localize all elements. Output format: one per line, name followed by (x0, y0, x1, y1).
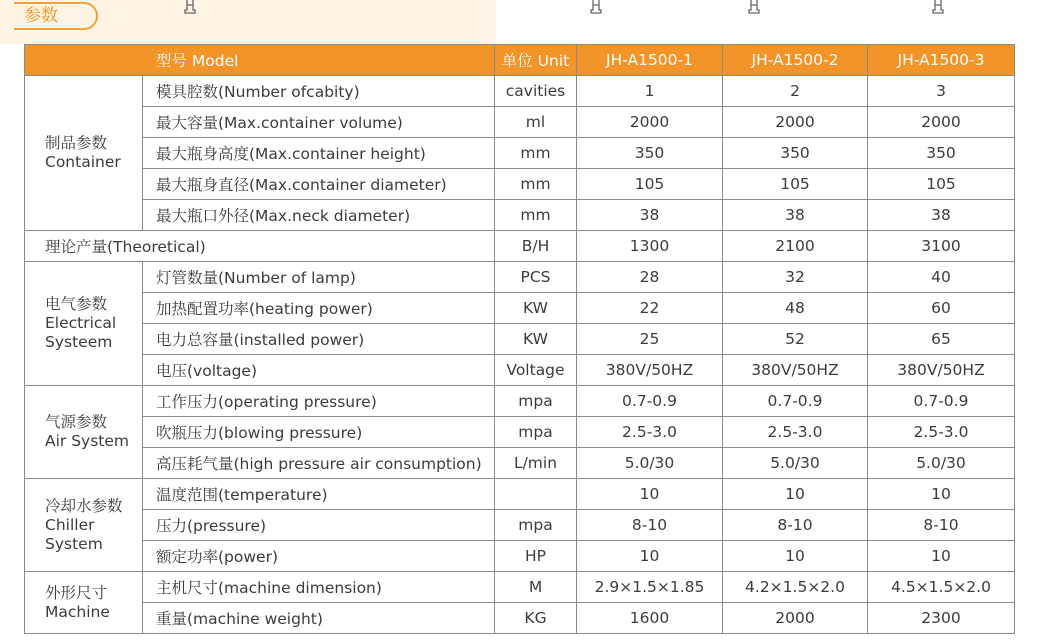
table-row (25, 107, 1015, 138)
param-label: 最大瓶身直径(Max.container diameter) (143, 169, 495, 200)
table-row (25, 324, 1015, 355)
value-cell: 1600 (577, 603, 723, 634)
param-label: 压力(pressure) (143, 510, 495, 541)
value-cell: 10 (868, 479, 1015, 510)
param-label: 额定功率(power) (143, 541, 495, 572)
group-label-cn: 气源参数 (45, 413, 108, 431)
table-row (25, 138, 1015, 169)
table-row (25, 231, 1015, 262)
group-label-cn: 冷却水参数 (45, 496, 123, 515)
params-tab[interactable]: 参数 (14, 2, 98, 30)
header-model-3: JH-A1500-3 (868, 45, 1015, 76)
group-label-cell (25, 262, 143, 386)
param-label: 重量(machine weight) (143, 603, 495, 634)
value-cell: 40 (868, 262, 1015, 293)
value-cell: 5.0/30 (723, 448, 868, 479)
machine-icon (589, 0, 603, 14)
value-cell: 105 (577, 169, 723, 200)
unit-cell: KG (495, 603, 577, 634)
unit-cell: mpa (495, 386, 577, 417)
group-label-cell (25, 572, 143, 634)
param-label: 理论产量(Theoretical) (25, 231, 495, 262)
unit-cell: mpa (495, 417, 577, 448)
param-label: 最大瓶口外径(Max.neck diameter) (143, 200, 495, 231)
value-cell: 105 (868, 169, 1015, 200)
value-cell: 2.5-3.0 (723, 417, 868, 448)
table-row (25, 479, 1015, 510)
group-label-en: Electrical (45, 314, 117, 332)
value-cell: 5.0/30 (577, 448, 723, 479)
unit-cell: PCS (495, 262, 577, 293)
param-label: 加热配置功率(heating power) (143, 293, 495, 324)
group-label-cn: 电气参数 (45, 295, 108, 313)
param-label: 最大容量(Max.container volume) (143, 107, 495, 138)
unit-cell: cavities (495, 76, 577, 107)
value-cell: 38 (868, 200, 1015, 231)
param-label: 高压耗气量(high pressure air consumption) (143, 448, 495, 479)
value-cell: 5.0/30 (868, 448, 1015, 479)
value-cell: 3 (868, 76, 1015, 107)
table-row (25, 355, 1015, 386)
machine-icon (183, 0, 197, 14)
value-cell: 10 (723, 479, 868, 510)
unit-cell: B/H (495, 231, 577, 262)
value-cell: 0.7-0.9 (868, 386, 1015, 417)
group-label-en: Container (45, 153, 121, 171)
param-label: 灯管数量(Number of lamp) (143, 262, 495, 293)
value-cell: 52 (723, 324, 868, 355)
value-cell: 10 (577, 541, 723, 572)
value-cell: 2000 (577, 107, 723, 138)
table-row (25, 76, 1015, 107)
value-cell: 2100 (723, 231, 868, 262)
table-row (25, 448, 1015, 479)
value-cell: 65 (868, 324, 1015, 355)
param-label: 模具腔数(Number ofcabity) (143, 76, 495, 107)
unit-cell: HP (495, 541, 577, 572)
unit-cell (495, 479, 577, 510)
param-label: 工作压力(operating pressure) (143, 386, 495, 417)
group-label-cell (25, 76, 143, 231)
value-cell: 350 (723, 138, 868, 169)
value-cell: 3100 (868, 231, 1015, 262)
group-label-en: Air System (45, 432, 130, 450)
unit-cell: ml (495, 107, 577, 138)
machine-icon (931, 0, 945, 14)
value-cell: 380V/50HZ (868, 355, 1015, 386)
param-label: 最大瓶身高度(Max.container height) (143, 138, 495, 169)
unit-cell: mm (495, 138, 577, 169)
group-label-cell (25, 479, 143, 572)
value-cell: 28 (577, 262, 723, 293)
param-label: 吹瓶压力(blowing pressure) (143, 417, 495, 448)
spec-table (24, 44, 1015, 634)
group-label-en: Systeem (45, 333, 113, 351)
value-cell: 60 (868, 293, 1015, 324)
value-cell: 22 (577, 293, 723, 324)
value-cell: 38 (577, 200, 723, 231)
value-cell: 38 (723, 200, 868, 231)
value-cell: 2000 (868, 107, 1015, 138)
table-row (25, 603, 1015, 634)
group-label-cn: 制品参数 (45, 134, 108, 152)
unit-cell: mpa (495, 510, 577, 541)
value-cell: 2300 (868, 603, 1015, 634)
group-label-en: Machine (45, 602, 110, 621)
value-cell: 380V/50HZ (723, 355, 868, 386)
value-cell: 10 (723, 541, 868, 572)
param-label: 电压(voltage) (143, 355, 495, 386)
table-row (25, 293, 1015, 324)
value-cell: 380V/50HZ (577, 355, 723, 386)
value-cell: 2 (723, 76, 868, 107)
value-cell: 2000 (723, 603, 868, 634)
unit-cell: L/min (495, 448, 577, 479)
value-cell: 4.5×1.5×2.0 (868, 572, 1015, 603)
value-cell: 0.7-0.9 (577, 386, 723, 417)
unit-cell: M (495, 572, 577, 603)
unit-cell: mm (495, 200, 577, 231)
group-label-cell (25, 386, 143, 479)
group-label-en: Chiller (45, 515, 95, 534)
value-cell: 8-10 (577, 510, 723, 541)
group-label-en: System (45, 534, 103, 553)
value-cell: 1 (577, 76, 723, 107)
value-cell: 10 (577, 479, 723, 510)
value-cell: 2.9×1.5×1.85 (577, 572, 723, 603)
table-row (25, 417, 1015, 448)
table-row (25, 541, 1015, 572)
value-cell: 350 (868, 138, 1015, 169)
group-label-cn: 外形尺寸 (45, 583, 108, 602)
value-cell: 2000 (723, 107, 868, 138)
value-cell: 2.5-3.0 (577, 417, 723, 448)
table-row (25, 200, 1015, 231)
param-label: 温度范围(temperature) (143, 479, 495, 510)
value-cell: 8-10 (723, 510, 868, 541)
value-cell: 25 (577, 324, 723, 355)
value-cell: 0.7-0.9 (723, 386, 868, 417)
header-model-1: JH-A1500-1 (577, 45, 723, 76)
value-cell: 4.2×1.5×2.0 (723, 572, 868, 603)
value-cell: 105 (723, 169, 868, 200)
header-model-2: JH-A1500-2 (723, 45, 868, 76)
table-row (25, 510, 1015, 541)
value-cell: 8-10 (868, 510, 1015, 541)
value-cell: 2.5-3.0 (868, 417, 1015, 448)
unit-cell: Voltage (495, 355, 577, 386)
value-cell: 350 (577, 138, 723, 169)
value-cell: 48 (723, 293, 868, 324)
value-cell: 1300 (577, 231, 723, 262)
machine-icon (747, 0, 761, 14)
unit-cell: mm (495, 169, 577, 200)
table-row (25, 572, 1015, 603)
header-model: 型号 Model (25, 45, 495, 76)
unit-cell: KW (495, 324, 577, 355)
param-label: 电力总容量(installed power) (143, 324, 495, 355)
param-label: 主机尺寸(machine dimension) (143, 572, 495, 603)
unit-cell: KW (495, 293, 577, 324)
value-cell: 10 (868, 541, 1015, 572)
table-row (25, 169, 1015, 200)
value-cell: 32 (723, 262, 868, 293)
table-header-row (25, 45, 1015, 76)
table-row (25, 386, 1015, 417)
header-unit: 单位 Unit (495, 45, 577, 76)
table-row (25, 262, 1015, 293)
